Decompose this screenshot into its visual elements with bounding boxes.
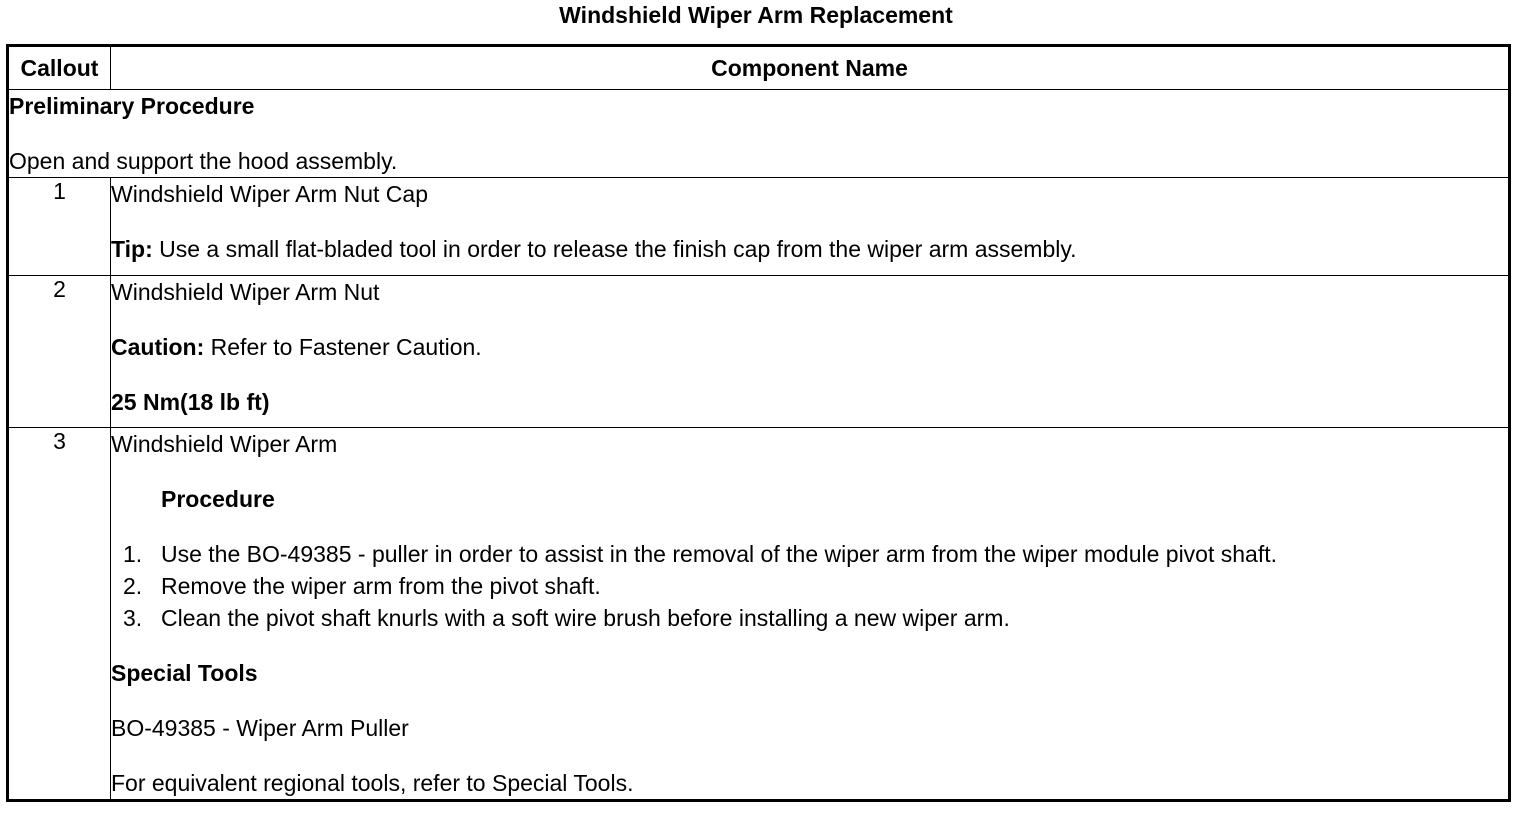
preliminary-heading: Preliminary Procedure <box>9 93 255 119</box>
component-name: Windshield Wiper Arm Nut <box>111 279 380 305</box>
callout-cell: 1 <box>8 178 111 276</box>
component-cell <box>111 276 1510 428</box>
list-item <box>111 602 1508 634</box>
document-title: Windshield Wiper Arm Replacement <box>559 2 953 28</box>
tip-note <box>111 233 1508 265</box>
tip-text: Use a small flat-bladed tool in order to release the finish cap from the wiper arm assembly. <box>152 236 1077 262</box>
table-row <box>8 428 1510 801</box>
tip-label: Tip: <box>111 236 153 262</box>
table-row <box>8 178 1510 276</box>
table-row <box>8 276 1510 428</box>
procedure-heading: Procedure <box>161 486 275 512</box>
special-tools-heading: Special Tools <box>111 660 258 686</box>
step-number: 1. <box>123 541 143 567</box>
preliminary-text: Open and support the hood assembly. <box>9 148 398 174</box>
component-name: Windshield Wiper Arm Nut Cap <box>111 181 428 207</box>
step-text: Use the BO-49385 - puller in order to assist in the removal of the wiper arm from the wiper module pivot shaft. <box>161 541 1278 567</box>
header-callout: Callout <box>8 46 111 90</box>
callout-cell: 2 <box>8 276 111 428</box>
caution-note <box>111 331 1508 363</box>
preliminary-cell <box>8 90 1510 178</box>
step-number: 3. <box>123 605 143 631</box>
component-cell <box>111 178 1510 276</box>
regional-tools-note: For equivalent regional tools, refer to Special Tools. <box>111 770 634 796</box>
component-cell <box>111 428 1510 801</box>
list-item <box>111 538 1508 570</box>
header-component-name: Component Name <box>111 46 1510 90</box>
procedure-steps <box>111 538 1508 634</box>
table-header-row <box>8 46 1510 90</box>
caution-label: Caution: <box>111 334 205 360</box>
step-text: Remove the wiper arm from the pivot shaft. <box>161 573 601 599</box>
preliminary-row <box>8 90 1510 178</box>
callout-cell: 3 <box>8 428 111 801</box>
torque-spec: 25 Nm(18 lb ft) <box>111 389 270 415</box>
step-text: Clean the pivot shaft knurls with a soft wire brush before installing a new wiper arm. <box>161 605 1010 631</box>
step-number: 2. <box>123 573 143 599</box>
caution-text: Refer to Fastener Caution. <box>204 334 482 360</box>
list-item <box>111 570 1508 602</box>
component-name: Windshield Wiper Arm <box>111 431 338 457</box>
special-tool-item: BO-49385 - Wiper Arm Puller <box>111 715 409 741</box>
procedure-table <box>6 44 1511 802</box>
